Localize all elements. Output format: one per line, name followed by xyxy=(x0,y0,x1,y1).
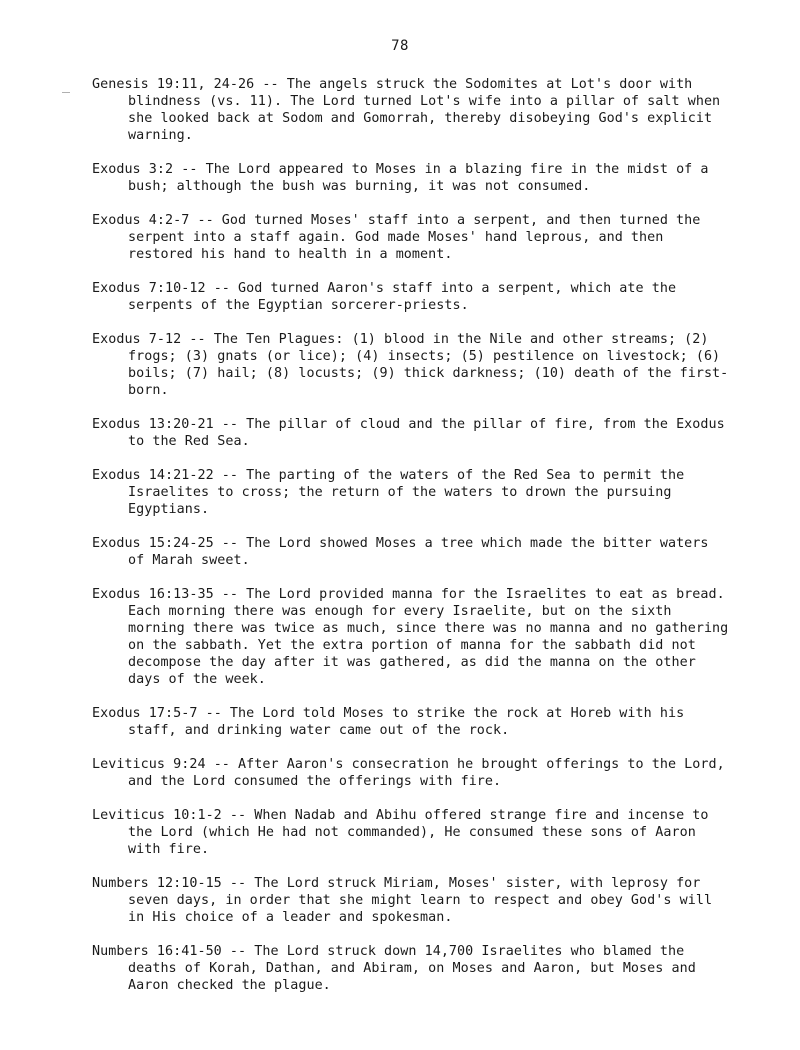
entry-text: The Lord struck down 14,700 Israelites who blamed the deaths of Korah, Dathan, and Abiram, on Moses and Aaron, but Moses and Aaron checked the plague. xyxy=(128,944,696,993)
list-item: Numbers 12:10-15 -- The Lord struck Miriam, Moses' sister, with leprosy for seven days, in order that she might learn to respect and obey God's will in His choice of a leader and spokesman. xyxy=(92,876,713,925)
scripture-reference: Exodus 3:2 xyxy=(92,162,174,177)
list-item: Exodus 3:2 -- The Lord appeared to Moses in a blazing fire in the midst of a bush; although the bush was burning, it was not consumed. xyxy=(92,162,709,194)
scripture-reference: Exodus 4:2-7 xyxy=(92,213,190,228)
scripture-reference: Exodus 15:24-25 xyxy=(92,536,214,551)
scripture-reference: Exodus 16:13-35 xyxy=(92,587,214,602)
list-item: Leviticus 9:24 -- After Aaron's consecration he brought offerings to the Lord, and the Lord consumed the offerings with fire. xyxy=(92,757,725,789)
list-item: Genesis 19:11, 24-26 -- The angels struck the Sodomites at Lot's door with blindness (vs. 11). The Lord turned Lot's wife into a pillar of salt when she looked back at Sodom and Gomorrah, thereby disobeying God's explicit warning. xyxy=(92,77,721,143)
scripture-reference: Leviticus 10:1-2 xyxy=(92,808,222,823)
list-item: Exodus 14:21-22 -- The parting of the waters of the Red Sea to permit the Israelites to cross; the return of the waters to drown the pursuing Egyptians. xyxy=(92,468,685,517)
scripture-reference: Exodus 13:20-21 xyxy=(92,417,214,432)
list-item: Numbers 16:41-50 -- The Lord struck down 14,700 Israelites who blamed the deaths of Korah, Dathan, and Abiram, on Moses and Aaron, but Moses and Aaron checked the plague. xyxy=(92,944,696,993)
entry-text: The Lord struck Miriam, Moses' sister, with leprosy for seven days, in order that she might learn to respect and obey God's will in His choice of a leader and spokesman. xyxy=(128,876,713,925)
list-item: Exodus 4:2-7 -- God turned Moses' staff into a serpent, and then turned the serpent into a staff again. God made Moses' hand leprous, and then restored his hand to health in a moment. xyxy=(92,213,701,262)
entry-text: The pillar of cloud and the pillar of fire, from the Exodus to the Red Sea. xyxy=(128,417,725,449)
entry-text: The Ten Plagues: (1) blood in the Nile and other streams; (2) frogs; (3) gnats (or lice); (4) insects; (5) pestilence on livestock; (6) boils; (7) hail; (8) locusts; (9) thick darkness; (10) death of the first-born. xyxy=(128,332,729,398)
list-item: Exodus 16:13-35 -- The Lord provided manna for the Israelites to eat as bread. Each morning there was enough for every Israelite, but on the sixth morning there was twice as much, since there was no manna and no gathering on the sabbath. Yet the extra portion of manna for the sabbath did not decompose the day after it was gathered, as did the manna on the other days of the week. xyxy=(92,587,729,687)
list-item: Exodus 7:10-12 -- God turned Aaron's staff into a serpent, which ate the serpents of the Egyptian sorcerer-priests. xyxy=(92,281,677,313)
scripture-reference: Genesis 19:11, 24-26 xyxy=(92,77,255,92)
miracle-list xyxy=(92,76,732,1011)
entry-text: After Aaron's consecration he brought offerings to the Lord, and the Lord consumed the offerings with fire. xyxy=(128,757,725,789)
entry-text: God turned Moses' staff into a serpent, and then turned the serpent into a staff again. God made Moses' hand leprous, and then restored his hand to health in a moment. xyxy=(128,213,701,262)
entry-text: The Lord told Moses to strike the rock at Horeb with his staff, and drinking water came out of the rock. xyxy=(128,706,685,738)
list-item: Leviticus 10:1-2 -- When Nadab and Abihu offered strange fire and incense to the Lord (which He had not commanded), He consumed these sons of Aaron with fire. xyxy=(92,808,709,857)
scripture-reference: Exodus 17:5-7 xyxy=(92,706,198,721)
scripture-reference: Leviticus 9:24 xyxy=(92,757,206,772)
entry-text: The angels struck the Sodomites at Lot's door with blindness (vs. 11). The Lord turned Lot's wife into a pillar of salt when she looked back at Sodom and Gomorrah, thereby disobeying God's explicit warning. xyxy=(128,77,721,143)
entry-text: When Nadab and Abihu offered strange fire and incense to the Lord (which He had not commanded), He consumed these sons of Aaron with fire. xyxy=(128,808,709,857)
list-item: Exodus 7-12 -- The Ten Plagues: (1) blood in the Nile and other streams; (2) frogs; (3) gnats (or lice); (4) insects; (5) pestilence on livestock; (6) boils; (7) hail; (8) locusts; (9) thick darkness; (10) death of the first-born. xyxy=(92,332,729,398)
entry-text: The Lord appeared to Moses in a blazing fire in the midst of a bush; although the bush was burning, it was not consumed. xyxy=(128,162,709,194)
entry-text: The Lord provided manna for the Israelites to eat as bread. Each morning there was enough for every Israelite, but on the sixth morning there was twice as much, since there was no manna and no gathering on the sabbath. Yet the extra portion of manna for the sabbath did not decompose the day after it was gathered, as did the manna on the other days of the week. xyxy=(128,587,729,687)
list-item: Exodus 13:20-21 -- The pillar of cloud and the pillar of fire, from the Exodus to the Red Sea. xyxy=(92,417,725,449)
entry-text: God turned Aaron's staff into a serpent, which ate the serpents of the Egyptian sorcerer-priests. xyxy=(128,281,677,313)
list-item: Exodus 17:5-7 -- The Lord told Moses to strike the rock at Horeb with his staff, and drinking water came out of the rock. xyxy=(92,706,685,738)
scripture-reference: Numbers 16:41-50 xyxy=(92,944,222,959)
scripture-reference: Exodus 7-12 xyxy=(92,332,182,347)
scripture-reference: Numbers 12:10-15 xyxy=(92,876,222,891)
scripture-reference: Exodus 14:21-22 xyxy=(92,468,214,483)
entry-text: The parting of the waters of the Red Sea to permit the Israelites to cross; the return of the waters to drown the pursuing Egyptians. xyxy=(128,468,685,517)
margin-mark xyxy=(62,92,70,93)
scripture-reference: Exodus 7:10-12 xyxy=(92,281,206,296)
list-item: Exodus 15:24-25 -- The Lord showed Moses a tree which made the bitter waters of Marah sweet. xyxy=(92,536,709,568)
page-number: 78 xyxy=(391,38,409,54)
entry-text: The Lord showed Moses a tree which made the bitter waters of Marah sweet. xyxy=(128,536,709,568)
